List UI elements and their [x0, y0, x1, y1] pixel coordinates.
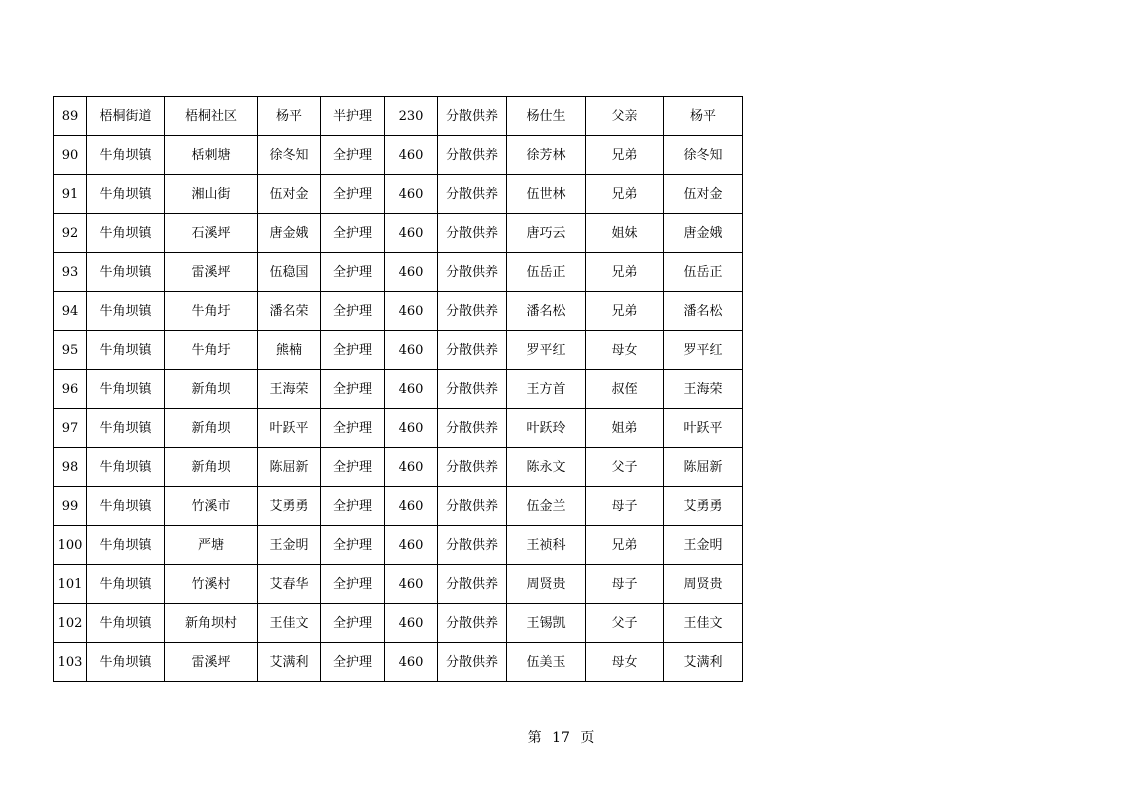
cell-index: 97: [54, 409, 87, 448]
cell-village: 湘山街: [165, 175, 258, 214]
cell-name: 陈屈新: [258, 448, 321, 487]
cell-name: 艾满利: [258, 643, 321, 682]
cell-payee: 周贤贵: [664, 565, 743, 604]
cell-guardian: 伍岳正: [507, 253, 586, 292]
cell-amount: 460: [385, 643, 438, 682]
cell-care-level: 全护理: [321, 409, 385, 448]
cell-payee: 艾满利: [664, 643, 743, 682]
cell-payee: 杨平: [664, 97, 743, 136]
cell-village: 牛角圩: [165, 331, 258, 370]
cell-relationship: 姐弟: [586, 409, 664, 448]
cell-guardian: 伍美玉: [507, 643, 586, 682]
cell-index: 93: [54, 253, 87, 292]
cell-support-type: 分散供养: [438, 214, 507, 253]
cell-amount: 460: [385, 175, 438, 214]
cell-guardian: 叶跃玲: [507, 409, 586, 448]
cell-village: 栝刺塘: [165, 136, 258, 175]
cell-support-type: 分散供养: [438, 97, 507, 136]
cell-township: 牛角坝镇: [87, 487, 165, 526]
roster-table: [53, 96, 743, 682]
cell-township: 牛角坝镇: [87, 565, 165, 604]
cell-village: 严塘: [165, 526, 258, 565]
cell-amount: 230: [385, 97, 438, 136]
cell-care-level: 全护理: [321, 331, 385, 370]
cell-care-level: 全护理: [321, 292, 385, 331]
cell-care-level: 全护理: [321, 370, 385, 409]
cell-village: 新角坝: [165, 448, 258, 487]
cell-relationship: 母子: [586, 487, 664, 526]
table-row: [54, 253, 743, 292]
cell-payee: 徐冬知: [664, 136, 743, 175]
cell-relationship: 兄弟: [586, 253, 664, 292]
cell-payee: 唐金娥: [664, 214, 743, 253]
page-label-suffix: 页: [580, 730, 595, 746]
cell-index: 101: [54, 565, 87, 604]
cell-township: 牛角坝镇: [87, 253, 165, 292]
cell-index: 100: [54, 526, 87, 565]
page-label-prefix: 第: [527, 730, 542, 746]
cell-amount: 460: [385, 604, 438, 643]
table-row: [54, 175, 743, 214]
cell-relationship: 父子: [586, 604, 664, 643]
cell-index: 98: [54, 448, 87, 487]
cell-guardian: 陈永文: [507, 448, 586, 487]
cell-relationship: 父子: [586, 448, 664, 487]
cell-township: 牛角坝镇: [87, 448, 165, 487]
cell-name: 唐金娥: [258, 214, 321, 253]
table-row: [54, 214, 743, 253]
cell-name: 徐冬知: [258, 136, 321, 175]
cell-guardian: 周贤贵: [507, 565, 586, 604]
cell-support-type: 分散供养: [438, 448, 507, 487]
cell-index: 95: [54, 331, 87, 370]
cell-village: 牛角圩: [165, 292, 258, 331]
cell-index: 96: [54, 370, 87, 409]
cell-index: 102: [54, 604, 87, 643]
table-row: [54, 643, 743, 682]
page-number: 17: [552, 730, 570, 746]
cell-township: 牛角坝镇: [87, 175, 165, 214]
cell-care-level: 全护理: [321, 175, 385, 214]
cell-name: 王海荣: [258, 370, 321, 409]
cell-township: 牛角坝镇: [87, 370, 165, 409]
cell-village: 雷溪坪: [165, 643, 258, 682]
cell-care-level: 全护理: [321, 448, 385, 487]
cell-payee: 伍对金: [664, 175, 743, 214]
cell-name: 艾勇勇: [258, 487, 321, 526]
table-row: [54, 448, 743, 487]
cell-care-level: 全护理: [321, 526, 385, 565]
cell-guardian: 王锡凯: [507, 604, 586, 643]
cell-amount: 460: [385, 409, 438, 448]
cell-payee: 王金明: [664, 526, 743, 565]
cell-care-level: 全护理: [321, 565, 385, 604]
cell-amount: 460: [385, 331, 438, 370]
cell-payee: 伍岳正: [664, 253, 743, 292]
cell-payee: 潘名松: [664, 292, 743, 331]
cell-index: 91: [54, 175, 87, 214]
cell-amount: 460: [385, 253, 438, 292]
cell-amount: 460: [385, 370, 438, 409]
cell-relationship: 兄弟: [586, 292, 664, 331]
cell-index: 94: [54, 292, 87, 331]
cell-support-type: 分散供养: [438, 526, 507, 565]
cell-support-type: 分散供养: [438, 643, 507, 682]
cell-relationship: 父亲: [586, 97, 664, 136]
cell-care-level: 全护理: [321, 604, 385, 643]
table-row: [54, 97, 743, 136]
table-row: [54, 487, 743, 526]
cell-name: 伍对金: [258, 175, 321, 214]
table-row: [54, 292, 743, 331]
cell-index: 92: [54, 214, 87, 253]
cell-care-level: 半护理: [321, 97, 385, 136]
cell-support-type: 分散供养: [438, 136, 507, 175]
cell-name: 熊楠: [258, 331, 321, 370]
cell-name: 叶跃平: [258, 409, 321, 448]
table-row: [54, 526, 743, 565]
cell-village: 新角坝村: [165, 604, 258, 643]
cell-village: 雷溪坪: [165, 253, 258, 292]
cell-village: 新角坝: [165, 370, 258, 409]
cell-name: 王佳文: [258, 604, 321, 643]
cell-amount: 460: [385, 136, 438, 175]
cell-care-level: 全护理: [321, 214, 385, 253]
cell-township: 梧桐街道: [87, 97, 165, 136]
table-row: [54, 604, 743, 643]
cell-guardian: 伍世林: [507, 175, 586, 214]
cell-name: 伍稳国: [258, 253, 321, 292]
cell-index: 103: [54, 643, 87, 682]
roster-table-body: [54, 97, 743, 682]
cell-name: 潘名荣: [258, 292, 321, 331]
cell-support-type: 分散供养: [438, 331, 507, 370]
cell-payee: 罗平红: [664, 331, 743, 370]
cell-village: 新角坝: [165, 409, 258, 448]
cell-support-type: 分散供养: [438, 409, 507, 448]
cell-support-type: 分散供养: [438, 565, 507, 604]
cell-support-type: 分散供养: [438, 292, 507, 331]
cell-township: 牛角坝镇: [87, 136, 165, 175]
cell-guardian: 王方首: [507, 370, 586, 409]
cell-payee: 王海荣: [664, 370, 743, 409]
cell-relationship: 兄弟: [586, 136, 664, 175]
cell-relationship: 母子: [586, 565, 664, 604]
cell-support-type: 分散供养: [438, 370, 507, 409]
cell-township: 牛角坝镇: [87, 292, 165, 331]
cell-support-type: 分散供养: [438, 487, 507, 526]
cell-amount: 460: [385, 565, 438, 604]
cell-amount: 460: [385, 526, 438, 565]
cell-guardian: 罗平红: [507, 331, 586, 370]
table-row: [54, 370, 743, 409]
cell-township: 牛角坝镇: [87, 526, 165, 565]
cell-relationship: 兄弟: [586, 175, 664, 214]
cell-name: 杨平: [258, 97, 321, 136]
cell-township: 牛角坝镇: [87, 214, 165, 253]
cell-relationship: 姐妹: [586, 214, 664, 253]
cell-village: 竹溪市: [165, 487, 258, 526]
cell-care-level: 全护理: [321, 643, 385, 682]
cell-support-type: 分散供养: [438, 175, 507, 214]
table-row: [54, 331, 743, 370]
cell-index: 99: [54, 487, 87, 526]
cell-payee: 叶跃平: [664, 409, 743, 448]
cell-township: 牛角坝镇: [87, 409, 165, 448]
cell-care-level: 全护理: [321, 253, 385, 292]
cell-support-type: 分散供养: [438, 253, 507, 292]
cell-relationship: 母女: [586, 331, 664, 370]
cell-care-level: 全护理: [321, 487, 385, 526]
cell-name: 王金明: [258, 526, 321, 565]
table-row: [54, 409, 743, 448]
cell-index: 89: [54, 97, 87, 136]
cell-village: 梧桐社区: [165, 97, 258, 136]
cell-payee: 陈屈新: [664, 448, 743, 487]
cell-guardian: 王祯科: [507, 526, 586, 565]
cell-guardian: 徐芳林: [507, 136, 586, 175]
cell-support-type: 分散供养: [438, 604, 507, 643]
cell-amount: 460: [385, 448, 438, 487]
cell-guardian: 唐巧云: [507, 214, 586, 253]
table-row: [54, 136, 743, 175]
page-footer: [0, 727, 1122, 747]
cell-township: 牛角坝镇: [87, 604, 165, 643]
cell-payee: 艾勇勇: [664, 487, 743, 526]
cell-payee: 王佳文: [664, 604, 743, 643]
cell-relationship: 母女: [586, 643, 664, 682]
cell-guardian: 杨仕生: [507, 97, 586, 136]
cell-amount: 460: [385, 214, 438, 253]
cell-township: 牛角坝镇: [87, 331, 165, 370]
cell-amount: 460: [385, 292, 438, 331]
cell-township: 牛角坝镇: [87, 643, 165, 682]
cell-index: 90: [54, 136, 87, 175]
cell-guardian: 潘名松: [507, 292, 586, 331]
cell-village: 竹溪村: [165, 565, 258, 604]
cell-village: 石溪坪: [165, 214, 258, 253]
cell-relationship: 叔侄: [586, 370, 664, 409]
cell-care-level: 全护理: [321, 136, 385, 175]
table-row: [54, 565, 743, 604]
cell-amount: 460: [385, 487, 438, 526]
cell-guardian: 伍金兰: [507, 487, 586, 526]
cell-relationship: 兄弟: [586, 526, 664, 565]
cell-name: 艾春华: [258, 565, 321, 604]
